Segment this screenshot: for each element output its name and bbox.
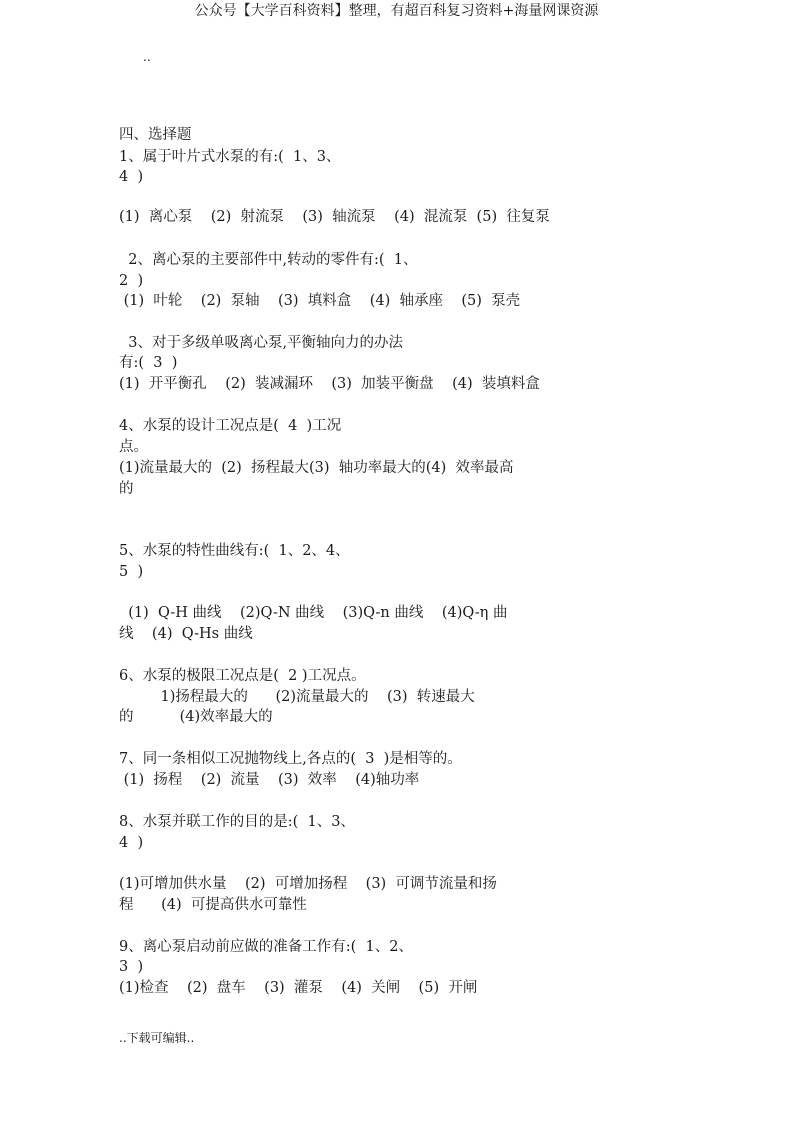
- question-7-options: (1) 扬程 (2) 流量 (3) 效率 (4)轴功率: [119, 772, 420, 788]
- question-5-options-cont: 线 (4) Q-Hs 曲线: [119, 626, 253, 642]
- question-7-stem: 7、同一条相似工况抛物线上,各点的( 3 )是相等的。: [119, 751, 462, 767]
- question-5-answer: 5 ): [119, 564, 144, 580]
- question-2-options: (1) 叶轮 (2) 泵轴 (3) 填料盒 (4) 轴承座 (5) 泵壳: [119, 293, 521, 309]
- question-9-options: (1)检查 (2) 盘车 (3) 灌泵 (4) 关闸 (5) 开闸: [119, 980, 478, 996]
- question-5-stem: 5、水泵的特性曲线有:( 1、2、4、: [119, 543, 350, 559]
- question-9-answer: 3 ): [119, 959, 144, 975]
- question-8-options: (1)可增加供水量 (2) 可增加扬程 (3) 可调节流量和扬: [119, 876, 497, 892]
- question-2-answer: 2 ): [119, 273, 144, 289]
- question-6-stem: 6、水泵的极限工况点是( 2 )工况点。: [119, 668, 366, 684]
- page-header: 公众号【大学百科资料】整理，有超百科复习资料+海量网课资源: [194, 3, 599, 19]
- question-2-stem: 2、离心泵的主要部件中,转动的零件有:( 1、: [119, 252, 418, 268]
- top-mark: ..: [143, 50, 151, 64]
- question-9-stem: 9、离心泵启动前应做的准备工作有:( 1、2、: [119, 939, 413, 955]
- question-4-stem-cont: 点。: [119, 439, 148, 455]
- question-4-stem: 4、水泵的设计工况点是( 4 )工况: [119, 418, 342, 434]
- section-title: 四、选择题: [119, 127, 192, 143]
- question-1-answer: 4 ): [119, 169, 144, 185]
- question-3-answer: 有:( 3 ): [119, 355, 178, 371]
- question-8-options-cont: 程 (4) 可提高供水可靠性: [119, 897, 307, 913]
- question-1-stem: 1、属于叶片式水泵的有:( 1、3、: [119, 149, 341, 165]
- page-footer: ..下载可编辑..: [119, 1031, 195, 1045]
- question-8-stem: 8、水泵并联工作的目的是:( 1、3、: [119, 814, 355, 830]
- question-4-options-cont: 的: [119, 481, 134, 497]
- question-1-options: (1) 离心泵 (2) 射流泵 (3) 轴流泵 (4) 混流泵 (5) 往复泵: [119, 209, 550, 225]
- question-5-options: (1) Q-H 曲线 (2)Q-N 曲线 (3)Q-n 曲线 (4)Q-η 曲: [119, 605, 508, 621]
- question-3-stem: 3、对于多级单吸离心泵,平衡轴向力的办法: [119, 335, 404, 351]
- question-4-options: (1)流量最大的 (2) 扬程最大(3) 轴功率最大的(4) 效率最高: [119, 460, 514, 476]
- question-8-answer: 4 ): [119, 835, 144, 851]
- question-3-options: (1) 开平衡孔 (2) 装减漏环 (3) 加装平衡盘 (4) 装填料盒: [119, 376, 540, 392]
- question-6-options: 1)扬程最大的 (2)流量最大的 (3) 转速最大: [119, 689, 475, 705]
- question-6-options-cont: 的 (4)效率最大的: [119, 709, 273, 725]
